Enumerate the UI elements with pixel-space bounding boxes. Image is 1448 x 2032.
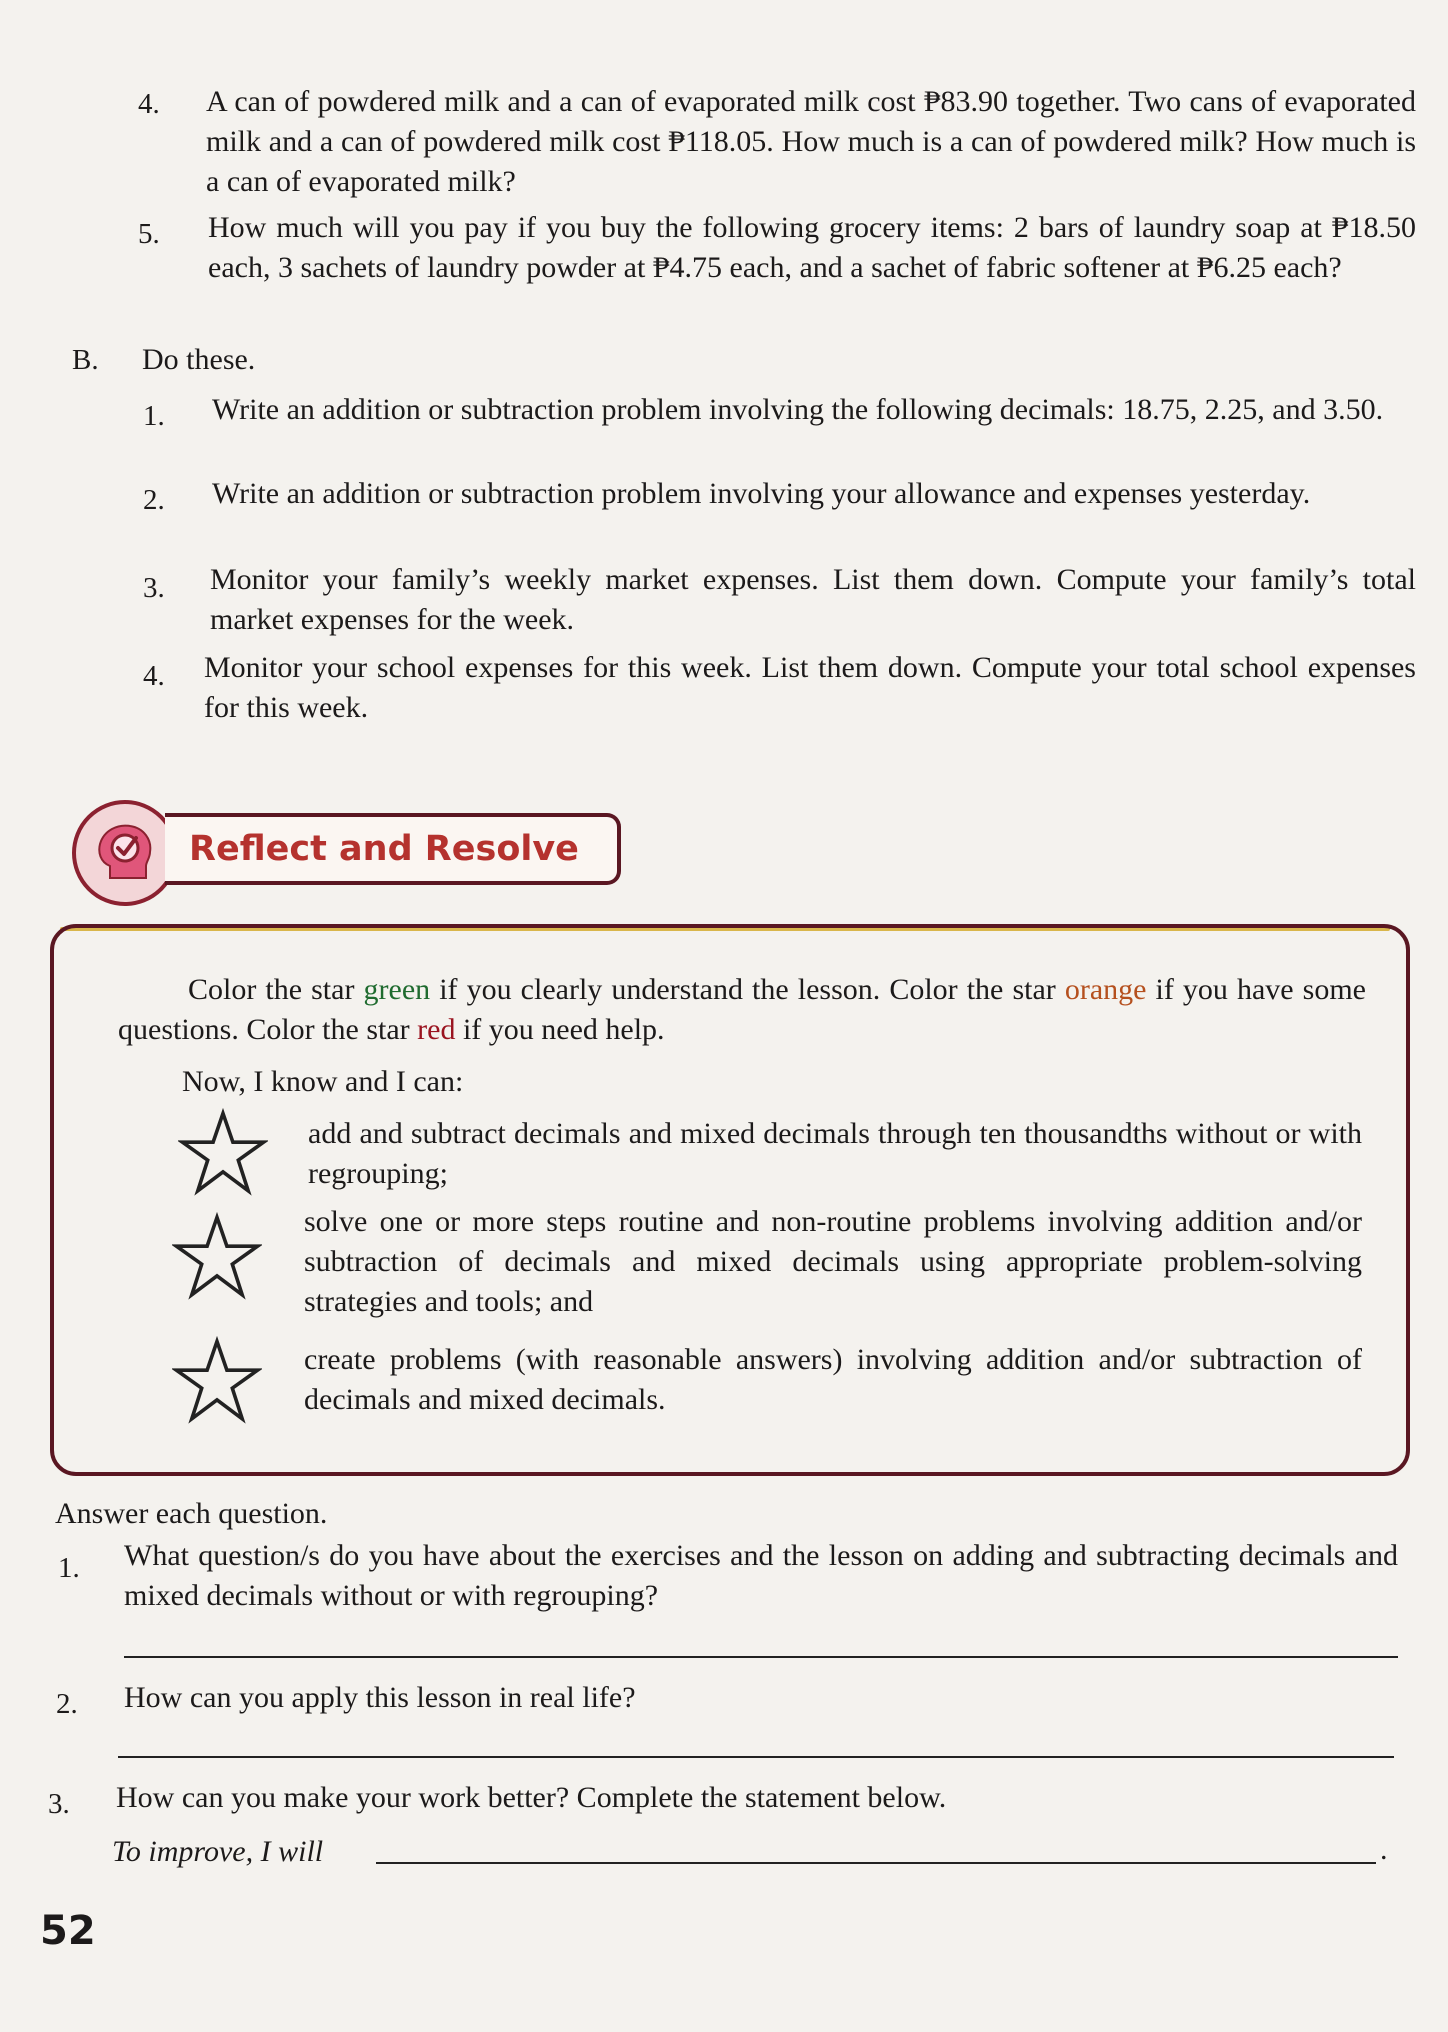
item-number: 4. bbox=[138, 88, 160, 120]
answer-line[interactable] bbox=[376, 1862, 1376, 1864]
now-statement: Now, I know and I can: bbox=[182, 1065, 464, 1098]
answer-title: Answer each question. bbox=[55, 1497, 328, 1530]
color-green: green bbox=[363, 973, 431, 1006]
item-number: 3. bbox=[48, 1788, 70, 1820]
task-text: Monitor your family’s weekly market expenses. List them down. Compute your family’s total market expenses for the week. bbox=[210, 563, 1416, 636]
star-icon[interactable] bbox=[178, 1108, 268, 1198]
item-number: 1. bbox=[143, 400, 165, 432]
star-icon[interactable] bbox=[172, 1336, 262, 1426]
intro-text: Color the star bbox=[188, 973, 364, 1006]
objective-text: add and subtract decimals and mixed decimals through ten thousandths without or with regrouping; bbox=[308, 1117, 1362, 1190]
intro-text: if you clearly understand the lesson. Color the star bbox=[430, 973, 1065, 1006]
item-number: 4. bbox=[143, 660, 165, 692]
question-text: A can of powdered milk and a can of evaporated milk cost ₱83.90 together. Two cans of evaporated milk and a can of powdered milk cost ₱118.05. How much is a can of powdered milk? How much is a can of evaporated milk? bbox=[206, 85, 1416, 198]
item-number: 1. bbox=[58, 1552, 80, 1584]
question-text: How much will you pay if you buy the following grocery items: 2 bars of laundry soap at ₱18.50 each, 3 sachets of laundry powder at ₱4.75 each, and a sachet of fabric softener at ₱6.25 each? bbox=[208, 211, 1416, 284]
reflect-banner bbox=[165, 813, 621, 885]
banner-title: Reflect and Resolve bbox=[189, 829, 579, 869]
objective-text: create problems (with reasonable answers) involving addition and/or subtraction of decimals and mixed decimals. bbox=[304, 1343, 1362, 1416]
page-number: 52 bbox=[40, 1908, 96, 1954]
question-text: How can you make your work better? Complete the statement below. bbox=[116, 1781, 947, 1814]
reflect-intro bbox=[118, 970, 1366, 1050]
objective-text: solve one or more steps routine and non-routine problems involving addition and/or subtraction of decimals and mixed decimals using appropriate problem-solving strategies and tools; and bbox=[304, 1205, 1362, 1318]
improve-period: . bbox=[1380, 1833, 1388, 1866]
item-number: 2. bbox=[143, 484, 165, 516]
color-orange: orange bbox=[1064, 973, 1147, 1006]
answer-line[interactable] bbox=[124, 1656, 1398, 1658]
star-icon[interactable] bbox=[172, 1212, 262, 1302]
reflect-badge bbox=[72, 800, 178, 906]
item-number: 5. bbox=[138, 218, 160, 250]
color-red: red bbox=[417, 1013, 456, 1046]
item-number: 2. bbox=[56, 1688, 78, 1720]
question-text: What question/s do you have about the exercises and the lesson on adding and subtracting decimals and mixed decimals without or with regrouping? bbox=[124, 1539, 1398, 1612]
intro-text: if you need help. bbox=[455, 1013, 665, 1046]
task-text: Write an addition or subtraction problem involving your allowance and expenses yesterday. bbox=[212, 477, 1311, 510]
item-number: 3. bbox=[143, 572, 165, 604]
head-check-icon bbox=[90, 818, 160, 888]
task-text: Write an addition or subtraction problem involving the following decimals: 18.75, 2.25, and 3.50. bbox=[212, 393, 1384, 426]
task-text: Monitor your school expenses for this week. List them down. Compute your total school expenses for this week. bbox=[204, 651, 1416, 724]
answer-line[interactable] bbox=[118, 1756, 1394, 1758]
improve-prompt: To improve, I will bbox=[112, 1835, 324, 1868]
section-title: Do these. bbox=[142, 343, 256, 376]
section-letter: B. bbox=[72, 344, 99, 376]
intro-text: if you have some questions. Color the star bbox=[118, 973, 1367, 1046]
question-text: How can you apply this lesson in real life? bbox=[124, 1681, 636, 1714]
